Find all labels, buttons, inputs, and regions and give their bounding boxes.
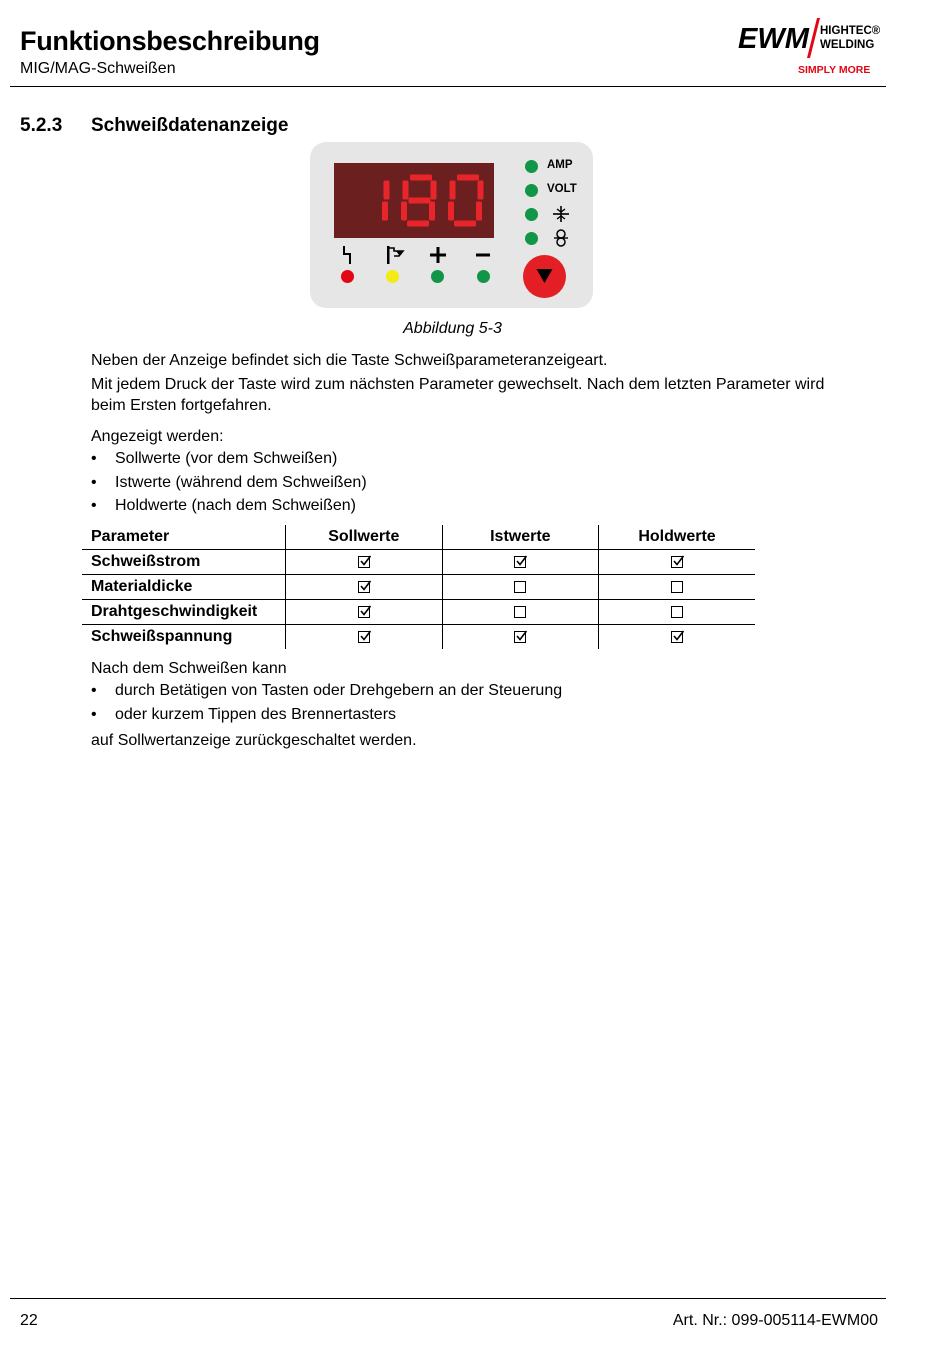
bullet: • <box>91 450 97 467</box>
bullet: • <box>91 706 97 723</box>
list-item: durch Betätigen von Tasten oder Drehgebern an der Steuerung <box>115 682 563 699</box>
figure-caption: Abbildung 5-3 <box>403 320 502 337</box>
segment-a <box>410 175 432 181</box>
check-mark-icon <box>358 604 372 618</box>
table-header: Sollwerte <box>285 525 442 550</box>
checkbox-icon <box>671 606 683 618</box>
segment-b <box>384 181 390 200</box>
check-mark-icon <box>671 629 685 643</box>
table-row <box>82 575 755 600</box>
footer-divider <box>10 1298 886 1299</box>
table-header: Holdwerte <box>599 525 756 550</box>
list-item: Holdwerte (nach dem Schweißen) <box>115 497 356 514</box>
checkbox-icon <box>358 631 370 643</box>
paragraph-4: Nach dem Schweißen kann <box>91 660 287 677</box>
article-number: Art. Nr.: 099-005114-EWM00 <box>672 1312 878 1329</box>
paragraph-1: Neben der Anzeige befindet sich die Taste Schweißparameteranzeigeart. <box>91 352 608 369</box>
logo-line2: WELDING <box>820 39 875 51</box>
check-mark-icon <box>514 554 528 568</box>
table-header: Parameter <box>82 525 285 550</box>
checkbox-cell <box>285 600 442 625</box>
bullet: • <box>91 682 97 699</box>
logo-brand: EWM <box>738 23 809 55</box>
parameter-display-button[interactable] <box>523 255 566 298</box>
segment-e <box>401 202 407 221</box>
actual-value-icon <box>340 245 354 265</box>
checkbox-icon <box>671 556 683 568</box>
checkbox-icon <box>671 631 683 643</box>
segment-b <box>478 181 484 200</box>
check-mark-icon <box>358 629 372 643</box>
section-title: Schweißdatenanzeige <box>91 115 289 136</box>
amp-led <box>525 160 538 173</box>
check-mark-icon <box>671 554 685 568</box>
paragraph-3: Angezeigt werden: <box>91 428 224 445</box>
segment-f <box>403 181 409 200</box>
segment-g <box>409 198 431 204</box>
volt-led <box>525 184 538 197</box>
checkbox-cell <box>285 625 442 650</box>
segment-d <box>454 221 476 227</box>
checkbox-icon <box>514 581 526 593</box>
checkbox-icon <box>358 556 370 568</box>
table-header: Istwerte <box>442 525 598 550</box>
check-mark-icon <box>358 554 372 568</box>
page-number: 22 <box>20 1312 38 1329</box>
table-row <box>82 550 755 575</box>
checkbox-icon <box>514 556 526 568</box>
parameter-name: Drahtgeschwindigkeit <box>82 600 285 625</box>
minus-icon <box>475 246 491 264</box>
page-subtitle: MIG/MAG-Schweißen <box>20 60 176 77</box>
segment-c <box>429 202 435 221</box>
logo-tagline: SIMPLY MORE <box>798 64 871 76</box>
table-row <box>82 600 755 625</box>
checkbox-cell <box>285 550 442 575</box>
volt-label: VOLT <box>547 183 577 195</box>
welding-data-display-panel <box>310 142 593 308</box>
checkbox-cell <box>442 575 598 600</box>
display-digits <box>334 163 494 238</box>
material-thickness-icon <box>552 228 570 248</box>
parameter-name: Materialdicke <box>82 575 285 600</box>
list-item: Istwerte (während dem Schweißen) <box>115 474 367 491</box>
bullet: • <box>91 474 97 491</box>
segment-c <box>476 202 482 221</box>
segment-d <box>407 221 429 227</box>
table-header-row <box>82 525 755 550</box>
checkbox-icon <box>514 606 526 618</box>
check-mark-icon <box>358 579 372 593</box>
checkbox-cell <box>442 625 598 650</box>
wire-speed-led <box>525 208 538 221</box>
plus-led <box>431 270 444 283</box>
list-item: Sollwerte (vor dem Schweißen) <box>115 450 338 467</box>
checkbox-cell <box>285 575 442 600</box>
bullet: • <box>91 497 97 514</box>
segment-b <box>431 181 437 200</box>
logo-line1: HIGHTEC® <box>820 25 881 37</box>
segment-e <box>448 202 454 221</box>
page-title: Funktionsbeschreibung <box>20 26 320 56</box>
paragraph-2-line-2: beim Ersten fortgefahren. <box>91 397 272 414</box>
checkbox-cell <box>442 600 598 625</box>
list-item: oder kurzem Tippen des Brennertasters <box>115 706 397 723</box>
segment-c <box>382 202 388 221</box>
checkbox-icon <box>358 606 370 618</box>
wire-feed-speed-icon <box>551 205 571 223</box>
checkbox-cell <box>442 550 598 575</box>
amp-label: AMP <box>547 159 573 171</box>
material-thickness-led <box>525 232 538 245</box>
hold-value-led <box>386 270 399 283</box>
parameter-name: Schweißstrom <box>82 550 285 575</box>
checkbox-cell <box>599 550 756 575</box>
checkbox-cell <box>599 600 756 625</box>
table-row <box>82 625 755 650</box>
segment-a <box>457 175 479 181</box>
parameter-name: Schweißspannung <box>91 628 233 645</box>
triangle-down-icon <box>523 255 566 298</box>
checkbox-icon <box>358 581 370 593</box>
hold-value-icon <box>384 245 406 265</box>
parameter-table <box>82 525 755 649</box>
paragraph-5: auf Sollwertanzeige zurückgeschaltet werden. <box>91 732 417 749</box>
check-mark-icon <box>514 629 528 643</box>
header-divider <box>10 86 886 87</box>
paragraph-2-line-1: Mit jedem Druck der Taste wird zum nächsten Parameter gewechselt. Nach dem letzten Parameter wird <box>91 376 825 393</box>
segment-f <box>450 181 456 200</box>
minus-led <box>477 270 490 283</box>
section-number: 5.2.3 <box>20 115 63 136</box>
checkbox-cell <box>599 625 756 650</box>
checkbox-icon <box>671 581 683 593</box>
seven-segment-display <box>334 163 494 238</box>
actual-value-led <box>341 270 354 283</box>
checkbox-icon <box>514 631 526 643</box>
ewm-logo <box>738 16 884 80</box>
plus-icon <box>429 246 447 264</box>
checkbox-cell <box>599 575 756 600</box>
